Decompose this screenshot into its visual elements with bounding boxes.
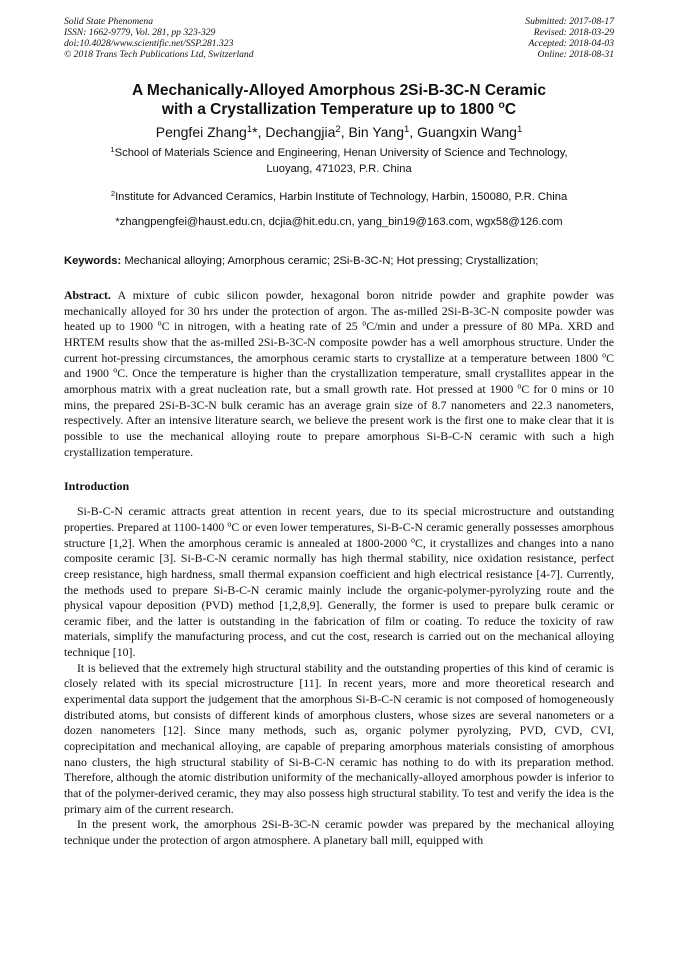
paragraph-text: C or even lower temperatures, Si-B-C-N ceramic generally possesses amorphous structure [1,2]. When the amorphous ceramic is annealed at 1800-2000 [64, 519, 615, 550]
author-list: Pengfei Zhang$^1$*, Dechangjia$^2$, Bin Yang$^1$, Guangxin Wang$^1$ [155, 123, 523, 140]
author-affiliation-sup: 1 [516, 123, 523, 135]
affiliation-1 [64, 145, 614, 177]
keywords-label: Keywords: [64, 255, 122, 267]
journal-issn: ISSN: 1662-9779, Vol. 281, pp 323-329 [64, 27, 216, 38]
keywords [64, 254, 614, 268]
abstract-text: A mixture of cubic silicon powder, hexagonal boron nitride powder and graphite powder was mechanically alloyed for 30 hrs under the protection of argon. The as-milled 2Si-B-3C-N composite powder was heated up to 1900 [64, 288, 614, 334]
affiliation-2 [64, 189, 614, 205]
affiliation-sup: 2 [110, 188, 116, 198]
journal-info [64, 16, 254, 60]
abstract-text: C/min and under a pressure of 80 MPa. XRD and HRTEM results show that the as-milled 2Si-B-3C-N composite powder has a well amorphous structure. Under the current hot-pressing circumstances, the amorphous ceramic starts to crystallize at a temperature between 1800 [64, 319, 614, 365]
journal-copyright: © 2018 Trans Tech Publications Ltd, Switzerland [64, 49, 254, 60]
affiliation-line [64, 189, 614, 205]
section-heading-introduction: Introduction [64, 479, 130, 494]
abstract-text: C and 1900 [64, 350, 614, 381]
journal-doi[interactable]: doi:10.4028/www.scientific.net/SSP.281.323 [64, 38, 234, 49]
date-submitted: Submitted: 2017-08-17 [525, 16, 614, 27]
title-line-1: A Mechanically-Alloyed Amorphous 2Si-B-3C-N Ceramic [132, 82, 546, 99]
author-name: Pengfei Zhang [155, 124, 247, 140]
author-name: Dechangjia [265, 124, 336, 140]
abstract [64, 288, 614, 460]
abstract-text: C. Once the temperature is higher than the crystallization temperature, small crystallites appear in the amorphous matrix with a great nucleation rate, but a small growth rate. Hot pressed at 1900 [64, 366, 614, 396]
intro-paragraph-1 [64, 504, 614, 661]
keywords-text: Mechanical alloying; Amorphous ceramic; 2Si-B-3C-N; Hot pressing; Crystallization; [124, 255, 539, 267]
title-line-2 [64, 100, 614, 119]
affiliation-text: School of Materials Science and Engineering, Henan University of Science and Technology, [114, 147, 568, 159]
degree-sup: o [602, 350, 607, 360]
paragraph-text: Si-B-C-N ceramic attracts great attention in recent years, due to its special microstructure and outstanding properties. Prepared at 1100-1400 [64, 504, 614, 534]
author-affiliation-sup: 1 [404, 123, 410, 135]
degree-sup: o [362, 318, 367, 328]
publication-dates [525, 16, 614, 60]
affiliation-line [64, 145, 614, 161]
abstract-label: Abstract. [64, 288, 111, 302]
author-emails[interactable]: *zhangpengfei@haust.edu.cn, dcjia@hit.edu.cn, yang_bin19@163.com, wgx58@126.com [115, 216, 563, 228]
degree-sup: o [498, 99, 505, 112]
date-online: Online: 2018-08-31 [537, 49, 614, 60]
affiliation-sup: 1 [110, 144, 115, 154]
intro-paragraph-2: It is believed that the extremely high structural stability and the outstanding properties of this kind of ceramic is closely related with its special microstructure [11]. In recent years, more and more theoretical research and experimental data support the judgement that the amorphous Si-B-C-N ceramic is not composed of homogeneously distributed atoms, but consists of different kinds of amorphous clusters, whose sizes are several nanometers or a dozen nanometers [12]. Since many methods, such as, organic polymer pyrolyzing, PVD, CVD, CVI, coprecipitation and mechanical alloying, are capable of preparing amorphous materials consisting of amorphous nano clusters, the high structural stability of Si-B-C-N ceramic has nothing to do with its preparation method. Therefore, although the atomic distribution uniformity of the mechanically-alloyed amorphous powder is inferior to that of the polymer-derived ceramic, they may also possess high structural stability. To test and verify the idea is the primary aim of the current research. [64, 660, 614, 816]
intro-paragraph-3: In the present work, the amorphous 2Si-B-3C-N ceramic powder was prepared by the mechanical alloying technique under the protection of argon atmosphere. A planetary ball mill, equipped with [64, 817, 614, 847]
degree-sup: o [157, 318, 162, 328]
journal-header [64, 16, 614, 60]
journal-name: Solid State Phenomena [64, 16, 153, 27]
affiliation-text: Institute for Advanced Ceramics, Harbin Institute of Technology, Harbin, 150080, P.R. China [115, 191, 568, 203]
degree-sup: o [113, 365, 118, 375]
author-name: Guangxin Wang [417, 124, 517, 140]
degree-sup: o [517, 381, 522, 391]
date-accepted: Accepted: 2018-04-03 [528, 38, 614, 49]
corresponding-mark: * [252, 124, 258, 140]
degree-sup: o [410, 535, 415, 545]
title-line-2-unit: C [504, 101, 517, 118]
paragraph-text: C, it crystallizes and changes into a nano composite ceramic [3]. Si-B-C-N ceramic normally has high thermal stability, nice oxidation resistance, perfect creep resistance, high hardness, small thermal expansion coefficient and high electrical resistance [4-7]. Currently, the methods used to prepare Si-B-C-N ceramic mainly include the organic-polymer-pyrolyzing route and the physical vapour deposition (PVD) method [1,2,8,9]. Generally, the former is used to prepare bulk ceramic or ceramic fiber, and the latter is outstanding in the fabrication of film or coating. To reduce the toxicity of raw materials, simplify the manufacturing process, and cut the cost, research is carried out on the mechanical alloying technique [10]. [64, 535, 614, 660]
date-revised: Revised: 2018-03-29 [533, 27, 614, 38]
degree-sup: o [227, 519, 232, 529]
abstract-text: C for 0 mins or 10 mins, the prepared 2Si-B-3C-N bulk ceramic has an average grain size of 8.7 nanometers and 22.3 nanometers, respectively. After an intensive literature search, we believe the present work is the first one to make clear that it is possible to use the mechanical alloying route to prepare amorphous Si-B-C-N ceramic with such a high crystallization temperature. [64, 381, 614, 459]
paper-title [64, 81, 614, 119]
title-line-2-text: with a Crystallization Temperature up to 1800 [161, 101, 499, 118]
author-name: Bin Yang [348, 124, 405, 140]
affiliation-line: Luoyang, 471023, P.R. China [266, 163, 412, 175]
abstract-text: C in nitrogen, with a heating rate of 25 [161, 319, 363, 334]
author-affiliation-sup: 2 [335, 123, 341, 135]
author-affiliation-sup: 1 [246, 123, 253, 135]
